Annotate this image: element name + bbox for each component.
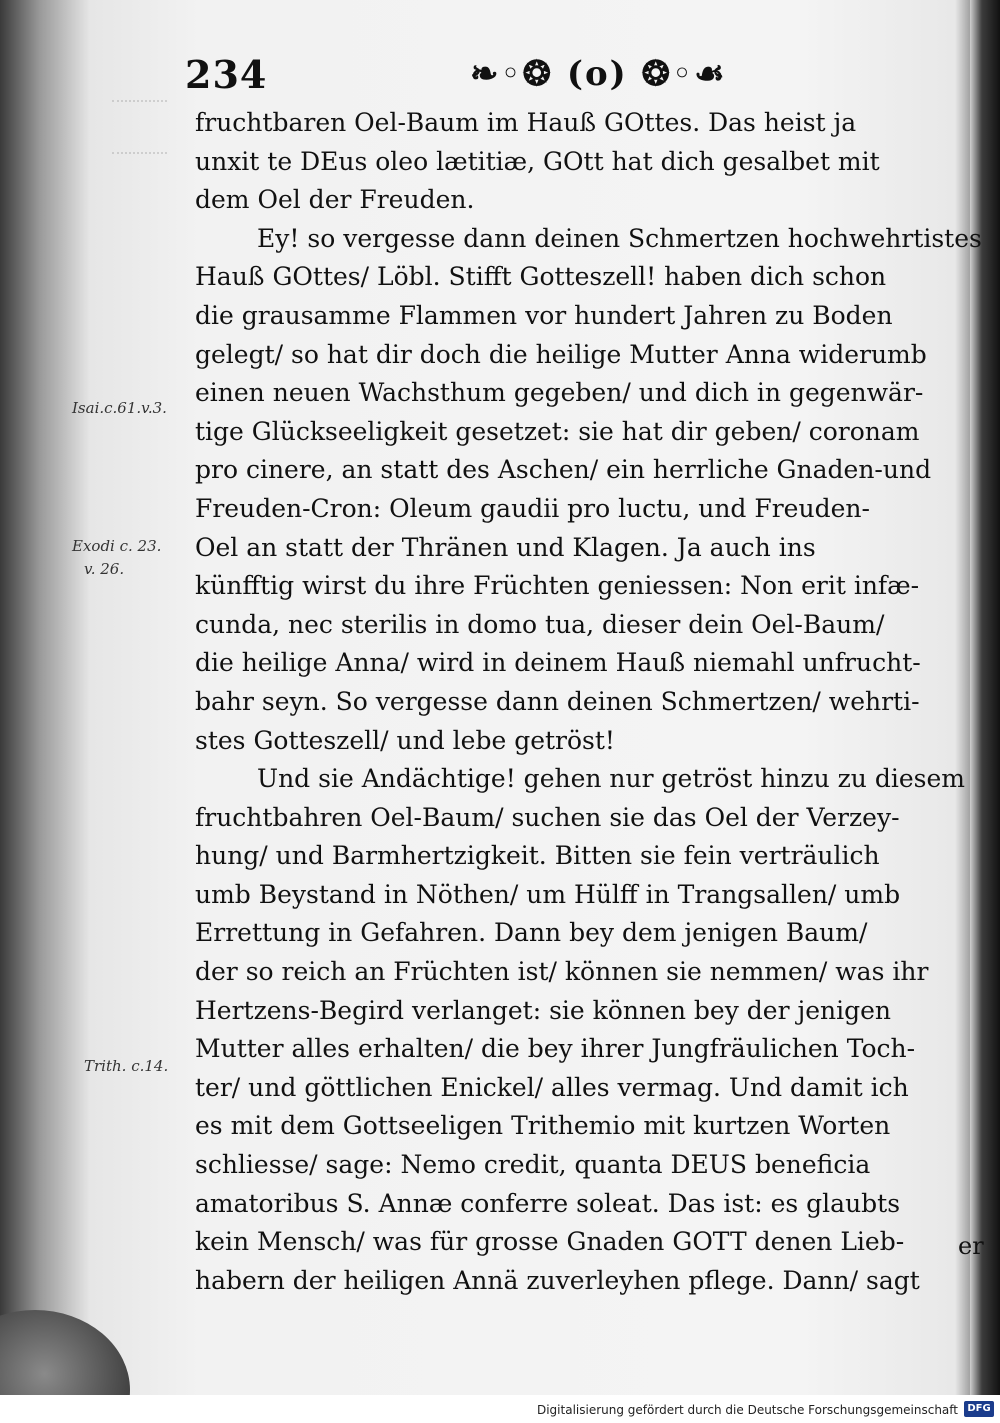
page-header — [185, 52, 765, 96]
text-line: dem Oel der Freuden. — [195, 185, 475, 215]
margin-note: Isai.c.61.v.3. — [72, 399, 167, 417]
text-line: schliesse/ sage: Nemo credit, quanta DEUS beneficia — [195, 1150, 871, 1180]
text-line: kein Mensch/ was für grosse Gnaden GOTT denen Lieb- — [195, 1227, 905, 1257]
margin-note: Exodi c. 23. — [72, 537, 162, 555]
thumb-shadow — [0, 1310, 130, 1395]
text-line: einen neuen Wachsthum gegeben/ und dich in gegenwär- — [195, 378, 924, 408]
text-line: gelegt/ so hat dir doch die heilige Mutter Anna widerumb — [195, 339, 927, 369]
text-line: habern der heiligen Annä zuverleyhen pflege. Dann/ sagt — [195, 1265, 920, 1295]
digitization-footer — [0, 1395, 1000, 1423]
catchword: er — [958, 1232, 984, 1260]
body-text — [195, 104, 985, 1300]
text-line: Hertzens-Begird verlanget: sie können bey der jenigen — [195, 995, 892, 1025]
text-line: stes Gotteszell/ und lebe getröst! — [195, 725, 615, 755]
text-line: ter/ und göttlichen Enickel/ alles vermag. Und damit ich — [195, 1072, 909, 1102]
text-line: die heilige Anna/ wird in deinem Hauß niemahl unfrucht- — [195, 648, 921, 678]
text-line: fruchtbahren Oel-Baum/ suchen sie das Oel der Verzey- — [195, 802, 900, 832]
margin-note: Trith. c.14. — [84, 1057, 169, 1075]
text-line: unxit te DEus oleo lætitiæ, GOtt hat dich gesalbet mit — [195, 146, 880, 176]
text-line: der so reich an Früchten ist/ können sie nemmen/ was ihr — [195, 957, 929, 987]
header-ornament: ❧◦❂ (o) ❂◦☙ — [470, 54, 727, 94]
text-line: tige Glückseeligkeit gesetzet: sie hat dir geben/ coronam — [195, 416, 920, 446]
text-line: künfftig wirst du ihre Früchten geniessen: Non erit infæ- — [195, 571, 920, 601]
text-line: hung/ und Barmhertzigkeit. Bitten sie fein verträulich — [195, 841, 880, 871]
footer-credit: Digitalisierung gefördert durch die Deutsche Forschungsgemeinschaft — [536, 1403, 958, 1417]
text-line: Errettung in Gefahren. Dann bey dem jenigen Baum/ — [195, 918, 868, 948]
text-line: bahr seyn. So vergesse dann deinen Schmertzen/ wehrti- — [195, 686, 920, 716]
text-line: Oel an statt der Thränen und Klagen. Ja auch ins — [195, 532, 816, 562]
text-line: Hauß GOttes/ Löbl. Stifft Gotteszell! haben dich schon — [195, 262, 887, 292]
page-number: 234 — [185, 52, 268, 97]
text-line: Freuden-Cron: Oleum gaudii pro luctu, und Freuden- — [195, 493, 870, 523]
margin-note: v. 26. — [84, 560, 125, 578]
text-line: Mutter alles erhalten/ die bey ihrer Jungfräulichen Toch- — [195, 1034, 916, 1064]
text-line: Ey! so vergesse dann deinen Schmertzen hochwehrtistes — [257, 223, 982, 253]
text-line: fruchtbaren Oel-Baum im Hauß GOttes. Das heist ja — [195, 108, 857, 137]
dfg-logo[interactable]: DFG — [964, 1401, 994, 1417]
text-line: amatoribus S. Annæ conferre soleat. Das ist: es glaubts — [195, 1188, 901, 1218]
bleed-through-text — [112, 100, 167, 154]
text-line: umb Beystand in Nöthen/ um Hülff in Trangsallen/ umb — [195, 879, 901, 909]
text-line: Und sie Andächtige! gehen nur getröst hinzu zu diesem — [257, 764, 965, 794]
text-line: pro cinere, an statt des Aschen/ ein herrliche Gnaden-und — [195, 455, 932, 485]
text-line: die grausamme Flammen vor hundert Jahren zu Boden — [195, 300, 893, 330]
text-line: cunda, nec sterilis in domo tua, dieser dein Oel-Baum/ — [195, 609, 885, 639]
text-line: es mit dem Gottseeligen Trithemio mit kurtzen Worten — [195, 1111, 891, 1141]
